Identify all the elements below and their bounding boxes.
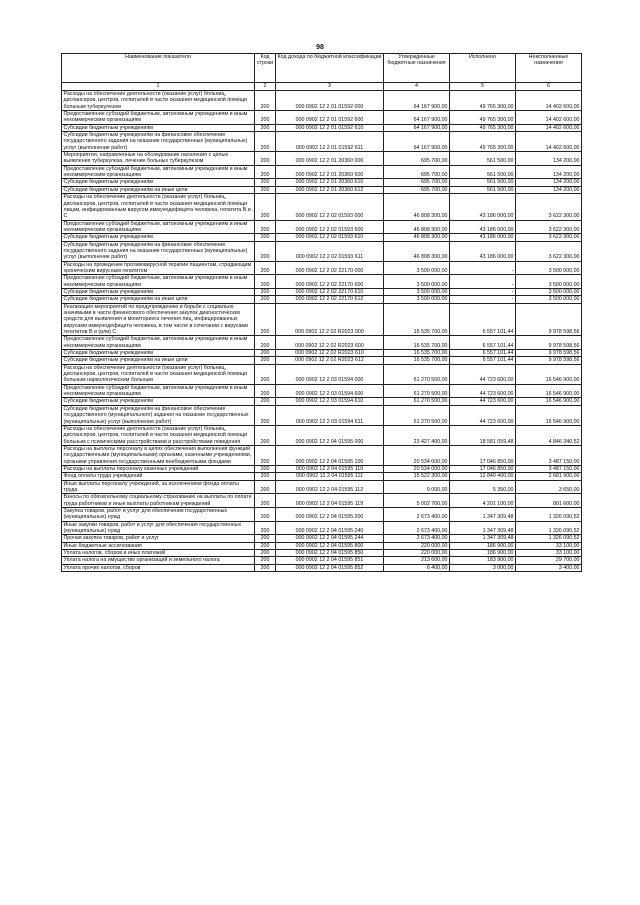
row-executed: 6 557 101,44 xyxy=(450,350,516,357)
row-line-code: 200 xyxy=(255,557,276,564)
row-name: Иные бюджетные ассигнования xyxy=(62,542,255,549)
row-name: Расходы на выплаты персоналу в целях обеспечения выполнения функций государственными (муниципальными) органами, казенными учреждениями, органами управления государственными внебюджетными фондами xyxy=(62,445,255,465)
header-unexecuted: Неисполненные назначения xyxy=(516,54,582,83)
row-budget-code: 000 0902 12 2 02 22170 612 xyxy=(276,296,384,303)
table-row xyxy=(62,275,582,289)
row-approved: 16 535 700,00 xyxy=(384,350,450,357)
row-budget-code: 000 0902 12 2 04 01595 240 xyxy=(276,521,384,535)
row-approved: 64 167 900,00 xyxy=(384,124,450,131)
row-line-code: 200 xyxy=(255,473,276,480)
row-budget-code: 000 0902 12 2 04 01595 100 xyxy=(276,445,384,465)
row-budget-code: 000 0902 12 2 04 01595 200 xyxy=(276,507,384,521)
table-row xyxy=(62,535,582,542)
header-approved: Утвержденные бюджетные назначения xyxy=(384,54,450,83)
row-line-code: 200 xyxy=(255,465,276,472)
row-name: Предоставление субсидий бюджетным, автономным учреждениям и иным некоммерческим организациям xyxy=(62,275,255,289)
row-unexecuted: 33 100,00 xyxy=(516,550,582,557)
row-budget-code: 000 0902 12 2 01 01592 600 xyxy=(276,111,384,125)
row-approved: 695 700,00 xyxy=(384,165,450,179)
row-approved: 2 673 400,00 xyxy=(384,521,450,535)
row-executed: 49 765 300,00 xyxy=(450,124,516,131)
row-budget-code: 000 0902 12 2 02 22170 000 xyxy=(276,261,384,275)
row-unexecuted: 3 622 300,00 xyxy=(516,241,582,261)
row-approved: 3 500 000,00 xyxy=(384,261,450,275)
row-unexecuted: 33 100,00 xyxy=(516,542,582,549)
row-executed: 44 723 600,00 xyxy=(450,398,516,405)
row-name: Расходы на проведение противовирусной терапии пациентам, страдающим хроническим вирусным гепатитом xyxy=(62,261,255,275)
row-line-code: 200 xyxy=(255,507,276,521)
table-row xyxy=(62,288,582,295)
row-unexecuted: 16 546 900,00 xyxy=(516,398,582,405)
row-executed: 43 186 000,00 xyxy=(450,194,516,220)
row-budget-code: 000 0902 12 2 02 R2023 612 xyxy=(276,357,384,364)
table-row xyxy=(62,507,582,521)
row-line-code: 200 xyxy=(255,494,276,508)
row-name: Предоставление субсидий бюджетным, автономным учреждениям и иным некоммерческим организациям xyxy=(62,220,255,234)
row-name: Субсидии бюджетным учреждениям xyxy=(62,288,255,295)
row-approved: 16 535 700,00 xyxy=(384,303,450,336)
row-unexecuted: 3 622 300,00 xyxy=(516,234,582,241)
header-line-code: Код строки xyxy=(255,54,276,83)
row-executed: 6 557 101,44 xyxy=(450,357,516,364)
row-line-code: 200 xyxy=(255,152,276,166)
row-approved: 64 167 900,00 xyxy=(384,132,450,152)
table-row xyxy=(62,357,582,364)
table-row xyxy=(62,364,582,384)
row-line-code: 200 xyxy=(255,234,276,241)
row-name: Расходы на обеспечение деятельности (оказание услуг) больниц, диспансеров, центров, госпиталей в части оказания медицинской помощи больным с психическими расстройствами и расстройствами поведения xyxy=(62,425,255,445)
row-approved: 61 270 500,00 xyxy=(384,364,450,384)
row-name: Уплата налогов, сборов и иных платежей xyxy=(62,550,255,557)
row-line-code: 200 xyxy=(255,445,276,465)
row-unexecuted: 2 681 900,00 xyxy=(516,473,582,480)
row-budget-code: 000 0902 12 2 04 01595 244 xyxy=(276,535,384,542)
row-budget-code: 000 0902 12 2 02 01593 000 xyxy=(276,194,384,220)
row-line-code: 200 xyxy=(255,132,276,152)
row-approved: 46 808 300,00 xyxy=(384,194,450,220)
row-unexecuted: 3 400,00 xyxy=(516,564,582,571)
row-budget-code: 000 0902 12 2 04 01595 110 xyxy=(276,465,384,472)
header-budget-code: Код дохода по бюджетной классификации xyxy=(276,54,384,83)
row-name: Фонд оплаты труда учреждений xyxy=(62,473,255,480)
row-name: Субсидии бюджетным учреждениям на иные цели xyxy=(62,186,255,193)
row-line-code: 200 xyxy=(255,220,276,234)
row-executed: - xyxy=(450,275,516,289)
row-line-code: 200 xyxy=(255,275,276,289)
row-unexecuted: 29 700,00 xyxy=(516,557,582,564)
row-line-code: 200 xyxy=(255,480,276,494)
row-line-code: 200 xyxy=(255,91,276,111)
row-approved: 64 167 900,00 xyxy=(384,91,450,111)
row-name: Расходы на обеспечение деятельности (оказание услуг) больниц, диспансеров, центров, госпиталей в части оказания медицинской помощи лицам, инфицированным вирусом иммунодефицита человека, гепатита В и С xyxy=(62,194,255,220)
row-executed: 44 723 600,00 xyxy=(450,364,516,384)
row-name: Субсидии бюджетным учреждениям на иные цели xyxy=(62,296,255,303)
table-row xyxy=(62,111,582,125)
row-budget-code: 000 0902 12 2 01 20360 600 xyxy=(276,165,384,179)
row-budget-code: 000 0902 12 2 03 01594 610 xyxy=(276,398,384,405)
row-executed: 3 000,00 xyxy=(450,564,516,571)
row-approved: 16 535 700,00 xyxy=(384,357,450,364)
row-name: Взносы по обязательному социальному страхованию на выплаты по оплате труда работников и иные выплаты работникам учреждений xyxy=(62,494,255,508)
row-executed: 44 723 600,00 xyxy=(450,384,516,398)
table-row xyxy=(62,152,582,166)
row-approved: 61 270 500,00 xyxy=(384,384,450,398)
row-budget-code: 000 0902 12 2 04 01595 119 xyxy=(276,494,384,508)
row-line-code: 200 xyxy=(255,521,276,535)
row-unexecuted: 134 200,00 xyxy=(516,179,582,186)
row-name: Субсидии бюджетным учреждениям xyxy=(62,398,255,405)
row-budget-code: 000 0902 12 2 02 R2023 610 xyxy=(276,350,384,357)
row-executed: 1 347 309,48 xyxy=(450,535,516,542)
row-unexecuted: 14 402 600,00 xyxy=(516,91,582,111)
row-executed: 6 557 101,44 xyxy=(450,303,516,336)
table-row xyxy=(62,398,582,405)
page-number: 98 xyxy=(316,44,324,51)
table-row xyxy=(62,194,582,220)
table-row xyxy=(62,241,582,261)
row-unexecuted: 9 978 598,56 xyxy=(516,303,582,336)
row-unexecuted: 134 200,00 xyxy=(516,152,582,166)
row-approved: 3 500 000,00 xyxy=(384,288,450,295)
row-budget-code: 000 0902 12 2 02 01593 611 xyxy=(276,241,384,261)
row-unexecuted: 3 500 000,00 xyxy=(516,288,582,295)
row-budget-code: 000 0902 12 2 01 01592 611 xyxy=(276,132,384,152)
row-executed: 12 840 400,00 xyxy=(450,473,516,480)
row-budget-code: 000 0902 12 2 04 01595 850 xyxy=(276,550,384,557)
row-approved: 2 673 400,00 xyxy=(384,507,450,521)
row-budget-code: 000 0902 12 2 04 01595 851 xyxy=(276,557,384,564)
table-row xyxy=(62,350,582,357)
column-number: 2 xyxy=(255,83,276,91)
table-row xyxy=(62,480,582,494)
row-line-code: 200 xyxy=(255,179,276,186)
row-line-code: 200 xyxy=(255,165,276,179)
row-unexecuted: 134 200,00 xyxy=(516,186,582,193)
row-approved: 695 700,00 xyxy=(384,152,450,166)
row-unexecuted: 14 402 600,00 xyxy=(516,132,582,152)
row-executed: 18 581 059,48 xyxy=(450,425,516,445)
row-approved: 61 270 500,00 xyxy=(384,398,450,405)
row-unexecuted: 3 500 000,00 xyxy=(516,261,582,275)
table-row xyxy=(62,124,582,131)
row-executed: 186 900,00 xyxy=(450,542,516,549)
column-number: 4 xyxy=(384,83,450,91)
row-approved: 695 700,00 xyxy=(384,179,450,186)
row-executed: 49 765 300,00 xyxy=(450,132,516,152)
row-line-code: 200 xyxy=(255,535,276,542)
row-budget-code: 000 0902 12 2 01 20360 610 xyxy=(276,179,384,186)
row-line-code: 200 xyxy=(255,550,276,557)
row-name: Иные выплаты персоналу учреждений, за исключением фонда оплаты труда xyxy=(62,480,255,494)
row-name: Субсидии бюджетным учреждениям на финансовое обеспечение государственного задания на оказание государственных (муниципальных) услуг (выполнение работ) xyxy=(62,241,255,261)
row-name: Субсидии бюджетным учреждениям xyxy=(62,350,255,357)
row-executed: 17 046 850,00 xyxy=(450,465,516,472)
row-line-code: 200 xyxy=(255,364,276,384)
row-unexecuted: 1 326 090,52 xyxy=(516,535,582,542)
row-name: Закупка товаров, работ и услуг для обеспечения государственных (муниципальных) нужд xyxy=(62,507,255,521)
row-line-code: 200 xyxy=(255,303,276,336)
header-executed: Исполнено xyxy=(450,54,516,83)
budget-table xyxy=(61,53,582,572)
row-approved: 695 700,00 xyxy=(384,186,450,193)
table-row xyxy=(62,91,582,111)
row-name: Субсидии бюджетным учреждениям на финансовое обеспечение государственного (муниципального) задания на оказание государственных (муниципальных) услуг (выполнение работ) xyxy=(62,405,255,425)
row-approved: 15 522 300,00 xyxy=(384,473,450,480)
row-executed: 43 186 000,00 xyxy=(450,241,516,261)
row-name: Субсидии бюджетным учреждениям xyxy=(62,234,255,241)
table-row xyxy=(62,296,582,303)
row-name: Субсидии бюджетным учреждениям на иные цели xyxy=(62,357,255,364)
row-executed: 1 347 309,48 xyxy=(450,507,516,521)
row-name: Уплата прочих налогов, сборов xyxy=(62,564,255,571)
row-budget-code: 000 0902 12 2 02 R2023 000 xyxy=(276,303,384,336)
row-budget-code: 000 0902 12 2 04 01595 852 xyxy=(276,564,384,571)
row-budget-code: 000 0902 12 2 04 01595 000 xyxy=(276,425,384,445)
row-name: Предоставление субсидий бюджетным, автономным учреждениям и иным некоммерческим организациям xyxy=(62,165,255,179)
row-name: Прочая закупка товаров, работ и услуг xyxy=(62,535,255,542)
row-line-code: 200 xyxy=(255,425,276,445)
row-budget-code: 000 0902 12 2 02 22170 600 xyxy=(276,275,384,289)
row-executed: 17 046 850,00 xyxy=(450,445,516,465)
row-approved: 3 500 000,00 xyxy=(384,296,450,303)
row-unexecuted: 16 546 900,00 xyxy=(516,364,582,384)
row-line-code: 200 xyxy=(255,357,276,364)
row-line-code: 200 xyxy=(255,296,276,303)
column-number: 1 xyxy=(62,83,255,91)
row-unexecuted: 9 978 598,56 xyxy=(516,336,582,350)
row-line-code: 200 xyxy=(255,542,276,549)
row-budget-code: 000 0902 12 2 02 01593 600 xyxy=(276,220,384,234)
row-approved: 46 808 300,00 xyxy=(384,241,450,261)
row-approved: 9 000,00 xyxy=(384,480,450,494)
row-unexecuted: 3 487 150,00 xyxy=(516,465,582,472)
table-row xyxy=(62,165,582,179)
table-row xyxy=(62,405,582,425)
row-name: Субсидии бюджетным учреждениям на финансовое обеспечение государственного задания на оказание государственных (муниципальных) услуг (выполнение работ) xyxy=(62,132,255,152)
row-approved: 46 808 300,00 xyxy=(384,234,450,241)
table-row xyxy=(62,303,582,336)
row-executed: 6 557 101,44 xyxy=(450,336,516,350)
row-name: Расходы на обеспечение деятельности (оказание услуг) больниц, диспансеров, центров, госпиталей в части оказания медицинской помощи больным туберкулезом xyxy=(62,91,255,111)
row-budget-code: 000 0902 12 2 04 01595 800 xyxy=(276,542,384,549)
row-unexecuted: 1 326 090,52 xyxy=(516,521,582,535)
row-approved: 3 500 000,00 xyxy=(384,275,450,289)
row-unexecuted: 3 622 300,00 xyxy=(516,194,582,220)
row-executed: 183 900,00 xyxy=(450,557,516,564)
row-unexecuted: 1 326 090,52 xyxy=(516,507,582,521)
table-row xyxy=(62,186,582,193)
row-line-code: 200 xyxy=(255,261,276,275)
row-approved: 20 534 000,00 xyxy=(384,465,450,472)
row-unexecuted: 16 546 900,00 xyxy=(516,405,582,425)
row-unexecuted: 3 500 000,00 xyxy=(516,296,582,303)
row-approved: 23 427 400,00 xyxy=(384,425,450,445)
row-executed: 5 350,00 xyxy=(450,480,516,494)
row-budget-code: 000 0902 12 2 01 01592 000 xyxy=(276,91,384,111)
row-unexecuted: 9 978 598,56 xyxy=(516,357,582,364)
row-name: Предоставление субсидий бюджетным, автономным учреждениям и иным некоммерческим организациям xyxy=(62,336,255,350)
row-approved: 220 000,00 xyxy=(384,550,450,557)
row-budget-code: 000 0902 12 2 03 01594 000 xyxy=(276,364,384,384)
table-row xyxy=(62,179,582,186)
table-row xyxy=(62,550,582,557)
row-executed: 561 500,00 xyxy=(450,186,516,193)
row-executed: - xyxy=(450,288,516,295)
row-unexecuted: 9 978 598,56 xyxy=(516,350,582,357)
column-number: 3 xyxy=(276,83,384,91)
row-approved: 20 534 000,00 xyxy=(384,445,450,465)
row-unexecuted: 3 622 300,00 xyxy=(516,220,582,234)
row-name: Реализация мероприятий по предупреждению и борьбе с социально значимыми в части финансового обеспечения закупок диагностических средств для выявления и мониторинга лечения лиц, инфицированных вирусами иммунодефицита человека, в том числе в сочетании с вирусами гепатитов В и (или) С xyxy=(62,303,255,336)
row-budget-code: 000 0902 12 2 02 22170 610 xyxy=(276,288,384,295)
header-name: Наименование показателя xyxy=(62,54,255,83)
row-unexecuted: 14 402 600,00 xyxy=(516,124,582,131)
row-budget-code: 000 0902 12 2 03 01594 600 xyxy=(276,384,384,398)
row-executed: 43 186 000,00 xyxy=(450,220,516,234)
row-unexecuted: 3 650,00 xyxy=(516,480,582,494)
row-unexecuted: 4 846 340,52 xyxy=(516,425,582,445)
row-line-code: 200 xyxy=(255,241,276,261)
row-budget-code: 000 0902 12 2 03 01594 611 xyxy=(276,405,384,425)
row-line-code: 200 xyxy=(255,564,276,571)
table-row xyxy=(62,494,582,508)
table-row xyxy=(62,220,582,234)
row-budget-code: 000 0902 12 2 04 01595 112 xyxy=(276,480,384,494)
row-name: Предоставление субсидий бюджетным, автономным учреждениям и иным некоммерческим организациям xyxy=(62,111,255,125)
row-name: Субсидии бюджетным учреждениям xyxy=(62,179,255,186)
row-line-code: 200 xyxy=(255,405,276,425)
row-approved: 61 270 500,00 xyxy=(384,405,450,425)
table-row xyxy=(62,557,582,564)
row-name: Уплата налога на имущество организаций и земельного налога xyxy=(62,557,255,564)
table-row xyxy=(62,542,582,549)
row-unexecuted: 16 546 900,00 xyxy=(516,384,582,398)
row-approved: 64 167 900,00 xyxy=(384,111,450,125)
header-row xyxy=(62,54,582,83)
table-row xyxy=(62,425,582,445)
table-row xyxy=(62,132,582,152)
row-line-code: 200 xyxy=(255,111,276,125)
row-executed: - xyxy=(450,261,516,275)
row-unexecuted: 801 600,00 xyxy=(516,494,582,508)
table-row xyxy=(62,521,582,535)
row-name: Субсидии бюджетным учреждениям xyxy=(62,124,255,131)
row-executed: 4 201 100,00 xyxy=(450,494,516,508)
row-approved: 16 535 700,00 xyxy=(384,336,450,350)
row-name: Предоставление субсидий бюджетным, автономным учреждениям и иным некоммерческим организациям xyxy=(62,384,255,398)
row-executed: 44 723 600,00 xyxy=(450,405,516,425)
table-row xyxy=(62,465,582,472)
row-line-code: 200 xyxy=(255,186,276,193)
row-approved: 6 400,00 xyxy=(384,564,450,571)
table-row xyxy=(62,261,582,275)
row-budget-code: 000 0902 12 2 01 01592 610 xyxy=(276,124,384,131)
row-budget-code: 000 0902 12 2 02 01593 610 xyxy=(276,234,384,241)
row-executed: 49 765 300,00 xyxy=(450,91,516,111)
row-executed: 561 500,00 xyxy=(450,165,516,179)
table-row xyxy=(62,234,582,241)
row-unexecuted: 134 200,00 xyxy=(516,165,582,179)
row-approved: 46 808 300,00 xyxy=(384,220,450,234)
row-line-code: 200 xyxy=(255,124,276,131)
row-line-code: 200 xyxy=(255,398,276,405)
row-executed: - xyxy=(450,296,516,303)
row-line-code: 200 xyxy=(255,350,276,357)
row-name: Иные закупки товаров, работ и услуг для обеспечения государственных (муниципальных) нужд xyxy=(62,521,255,535)
row-line-code: 200 xyxy=(255,194,276,220)
table-row xyxy=(62,336,582,350)
row-executed: 561 500,00 xyxy=(450,179,516,186)
table-row xyxy=(62,445,582,465)
table-row xyxy=(62,473,582,480)
row-unexecuted: 14 402 600,00 xyxy=(516,111,582,125)
row-approved: 5 002 700,00 xyxy=(384,494,450,508)
row-executed: 186 900,00 xyxy=(450,550,516,557)
column-number: 6 xyxy=(516,83,582,91)
row-executed: 1 347 309,48 xyxy=(450,521,516,535)
row-budget-code: 000 0902 12 2 01 20360 000 xyxy=(276,152,384,166)
column-number-row xyxy=(62,83,582,91)
row-budget-code: 000 0902 12 2 01 20360 612 xyxy=(276,186,384,193)
row-approved: 2 673 400,00 xyxy=(384,535,450,542)
table-row xyxy=(62,564,582,571)
row-executed: 49 765 300,00 xyxy=(450,111,516,125)
row-budget-code: 000 0902 12 2 04 01595 111 xyxy=(276,473,384,480)
column-number: 5 xyxy=(450,83,516,91)
table-row xyxy=(62,384,582,398)
row-approved: 213 600,00 xyxy=(384,557,450,564)
row-line-code: 200 xyxy=(255,384,276,398)
row-approved: 220 000,00 xyxy=(384,542,450,549)
row-name: Расходы на выплаты персоналу казенных учреждений xyxy=(62,465,255,472)
row-line-code: 200 xyxy=(255,288,276,295)
row-name: Расходы на обеспечение деятельности (оказание услуг) больниц, диспансеров, центров, госпиталей в части оказания медицинской помощи больным наркологическим больным xyxy=(62,364,255,384)
row-name: Мероприятия, направленные на обследование населения с целью выявления туберкулеза, лечение больных туберкулезом xyxy=(62,152,255,166)
row-unexecuted: 3 500 000,00 xyxy=(516,275,582,289)
row-budget-code: 000 0902 12 2 02 R2023 600 xyxy=(276,336,384,350)
row-line-code: 200 xyxy=(255,336,276,350)
row-executed: 561 500,00 xyxy=(450,152,516,166)
row-unexecuted: 3 487 150,00 xyxy=(516,445,582,465)
row-executed: 43 186 000,00 xyxy=(450,234,516,241)
